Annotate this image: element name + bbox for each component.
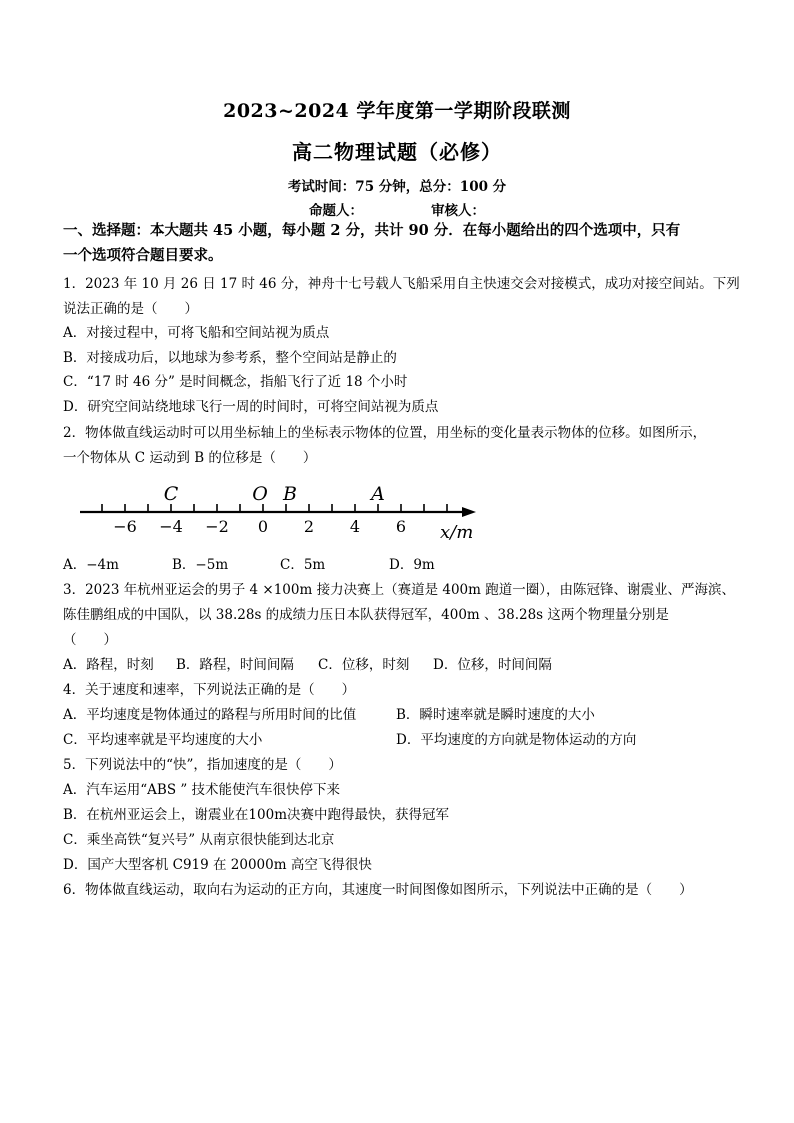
q5-option-c: C．乘坐高铁“复兴号” 从南京很快能到达北京 — [63, 832, 335, 848]
number-line-figure — [60, 478, 500, 548]
q1-option-d: D．研究空间站绕地球飞行一周的时间时，可将空间站视为质点 — [63, 399, 439, 415]
q3-stem-line2: 陈佳鹏组成的中国队，以 38.28s 的成绩力压日本队获得冠军，400m 、38.28s 这两个物理量分别是 — [63, 607, 669, 623]
q3-option-a: A．路程，时刻 — [63, 657, 154, 673]
q6-stem: 6．物体做直线运动，取向右为运动的正方向，其速度一时间图像如图所示，下列说法中正确的是（ ） — [63, 882, 693, 898]
q1-option-b: B．对接成功后，以地球为参考系，整个空间站是静止的 — [63, 350, 397, 366]
number-line-tick-label: 6 — [395, 517, 407, 536]
reviewer-label: 审核人： — [431, 203, 485, 219]
number-line-tick-label: 0 — [257, 517, 269, 536]
exam-info: 考试时间：75 分钟，总分：100 分 — [287, 179, 507, 195]
q4-option-a: A．平均速度是物体通过的路程与所用时间的比值 — [63, 707, 357, 723]
q3-option-c: C．位移，时刻 — [318, 657, 410, 673]
q1-stem-line2: 说法正确的是（ ） — [63, 301, 198, 317]
q4-stem: 4．关于速度和速率，下列说法正确的是（ ） — [63, 682, 356, 698]
q2-option-b: B．−5m — [172, 557, 229, 573]
q4-option-d: D．平均速度的方向就是物体运动的方向 — [396, 732, 637, 748]
authors-line — [0, 199, 794, 219]
axis-label: x/m — [440, 522, 474, 543]
q1-stem-line1: 1．2023 年 10 月 26 日 17 时 46 分，神舟十七号载人飞船采用自主快速交会对接模式，成功对接空间站。下列 — [63, 276, 740, 292]
point-label-a: A — [371, 483, 385, 505]
q1-option-a: A．对接过程中，可将飞船和空间站视为质点 — [63, 325, 330, 341]
q2-stem-line2: 一个物体从 C 运动到 B 的位移是（ ） — [63, 450, 317, 466]
q4-option-c: C．平均速率就是平均速度的大小 — [63, 732, 263, 748]
point-label-c: C — [163, 483, 179, 505]
q5-stem: 5．下列说法中的“快”，指加速度的是（ ） — [63, 757, 342, 773]
setter-label: 命题人： — [309, 203, 363, 219]
q4-option-b: B．瞬时速率就是瞬时速度的大小 — [396, 707, 595, 723]
q2-option-a: A．−4m — [63, 557, 119, 573]
exam-title: 2023~2024 学年度第一学期阶段联测 — [223, 100, 571, 122]
number-line-tick-label: 2 — [303, 517, 315, 536]
q3-stem-line1: 3．2023 年杭州亚运会的男子 4 ×100m 接力决赛上（赛道是 400m 跑道一圈），由陈冠锋、谢震业、严海滨、 — [63, 582, 735, 598]
q3-option-b: B．路程，时间间隔 — [176, 657, 294, 673]
section-heading-line2: 一个选项符合题目要求。 — [63, 247, 223, 264]
number-line-tick-label: −2 — [205, 517, 229, 536]
number-line-tick-label: 4 — [349, 517, 361, 536]
q2-option-c: C．5m — [280, 557, 326, 573]
number-line-tick-label: −6 — [113, 517, 137, 536]
point-label-b: B — [283, 483, 297, 505]
q2-stem-line1: 2．物体做直线运动时可以用坐标轴上的坐标表示物体的位置，用坐标的变化量表示物体的位移。如图所示， — [63, 425, 707, 441]
q5-option-a: A．汽车运用“ABS ” 技术能使汽车很快停下来 — [63, 782, 341, 798]
q3-option-d: D．位移，时间间隔 — [433, 657, 552, 673]
q1-option-c: C．“17 时 46 分” 是时间概念，指船飞行了近 18 个小时 — [63, 374, 408, 390]
q5-option-d: D．国产大型客机 C919 在 20000m 高空飞得很快 — [63, 857, 372, 873]
exam-subtitle: 高二物理试题（必修） — [292, 140, 502, 164]
q5-option-b: B．在杭州亚运会上，谢震业在100m决赛中跑得最快，获得冠军 — [63, 807, 449, 823]
section-heading-line1: 一、选择题：本大题共 45 小题，每小题 2 分，共计 90 分．在每小题给出的四个选项中，只有 — [63, 222, 681, 239]
q3-stem-line3: （ ） — [63, 632, 117, 648]
number-line-tick-label: −4 — [159, 517, 183, 536]
q2-option-d: D．9m — [389, 557, 435, 573]
axis-arrowhead — [462, 507, 476, 517]
point-label-o: O — [252, 483, 268, 505]
